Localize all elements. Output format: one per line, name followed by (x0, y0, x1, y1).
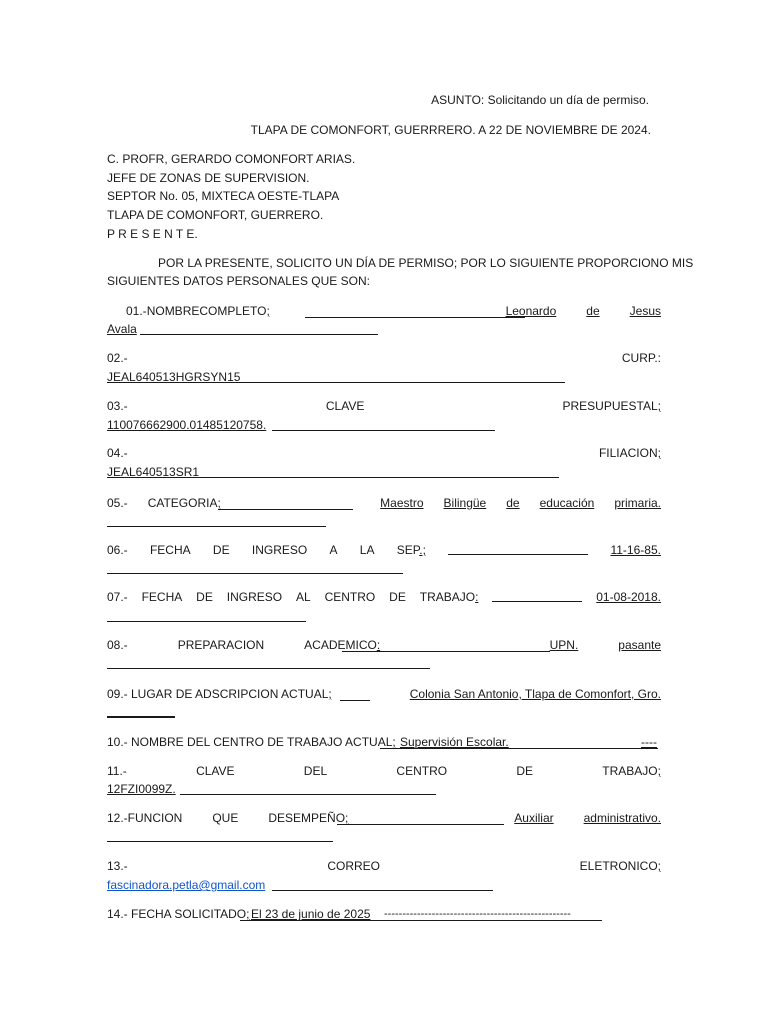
item-06-label: SEP.; (396, 543, 426, 557)
item-11-line (107, 763, 661, 779)
item-09-label: 09.- LUGAR DE ADSCRIPCION ACTUAL; (107, 687, 332, 701)
item-08-label: ACADEMICO: (304, 638, 381, 652)
item-04-underline (195, 477, 559, 478)
item-12-value-1: Auxiliar (514, 811, 554, 825)
item-08-value-1: UPN. (549, 638, 579, 652)
item-14-label: 14.- FECHA SOLICITADO (107, 907, 247, 921)
item-11-word-1: CLAVE (196, 764, 235, 778)
item-10-tail: ---- (641, 735, 657, 749)
item-11-underline (180, 794, 436, 795)
item-05-underline-2 (107, 526, 326, 527)
item-05-label: CATEGORIA; (147, 496, 221, 510)
recipient-city: TLAPA DE COMONFORT, GUERRERO. (107, 208, 324, 222)
item-11-word-2: DEL (303, 764, 328, 778)
recipient-name: C. PROFR, GERARDO COMONFORT ARIAS. (107, 152, 356, 166)
item-02-number: 02.- (107, 351, 128, 365)
item-05-value-3: de (506, 496, 520, 510)
item-09-underline-2 (107, 716, 175, 718)
item-13-word: CORREO (327, 859, 380, 873)
item-06-word-4: A (329, 543, 338, 557)
item-07-word-1: FECHA (141, 590, 183, 604)
recipient-title: JEFE DE ZONAS DE SUPERVISION. (107, 171, 310, 185)
item-12-word-1: 12.-FUNCION (107, 811, 183, 825)
item-06-word-3: INGRESO (251, 543, 308, 557)
item-10-underline (380, 748, 658, 749)
item-12-underline (337, 824, 504, 825)
item-14-underline (240, 920, 602, 921)
item-07-label: TRABAJO: (419, 590, 479, 604)
item-01-number: 01.- (126, 304, 147, 318)
item-08-underline-2 (107, 668, 430, 669)
item-11-word-3: CENTRO (396, 764, 448, 778)
item-10-label: 10.- NOMBRE DEL CENTRO DE TRABAJO ACTUAL (107, 735, 393, 749)
item-01-value-2: de (586, 304, 600, 318)
item-01-word: NOMBRE (146, 304, 200, 318)
item-03-number: 03.- (107, 399, 128, 413)
item-13-number: 13.- (107, 859, 128, 873)
item-13-underline (272, 890, 493, 891)
item-11-word-4: DE (516, 764, 534, 778)
item-14-separator: ; (246, 907, 250, 921)
item-11-label: TRABAJO; (602, 764, 661, 778)
item-12-value-2: administrativo. (583, 811, 661, 825)
item-07-word-4: AL (296, 590, 311, 604)
item-08-word-1: PREPARACION (177, 638, 265, 652)
item-06-number: 06.- (107, 543, 128, 557)
item-03-label: PRESUPUESTAL; (562, 399, 661, 413)
item-03-value: 110076662900.01485120758. (107, 418, 267, 432)
item-08-value-2: pasante (618, 638, 661, 652)
item-13-label: ELETRONICO; (579, 859, 661, 873)
item-09-line (107, 686, 661, 702)
item-06-value: 11-16-85. (610, 543, 661, 557)
item-02-line (107, 350, 661, 366)
item-12-underline-2 (107, 841, 333, 842)
place-date-line: TLAPA DE COMONFORT, GUERRRERO. A 22 DE NOVIEMBRE DE 2024. (250, 123, 651, 137)
item-10-value: Supervisión Escolar. (400, 735, 509, 749)
intro-text-1: POR LA PRESENTE, SOLICITO UN DÍA DE PERMISO; POR LO SIGUIENTE PROPORCIONO MIS (158, 256, 694, 270)
item-11-number: 11.- (107, 764, 127, 778)
item-01-value-4: Avala (107, 322, 137, 336)
item-06-word-2: DE (212, 543, 230, 557)
item-01-label: COMPLETO; (199, 304, 270, 318)
item-10-line (107, 734, 396, 750)
item-07-line (107, 589, 661, 605)
item-04-value: JEAL640513SR1 (107, 465, 200, 479)
item-08-number: 08.- (107, 638, 128, 652)
item-06-line (107, 542, 661, 558)
item-09-underline (340, 700, 370, 701)
intro-line-1 (158, 255, 694, 271)
item-10-separator: ; (392, 735, 396, 749)
item-07-word-2: DE (196, 590, 213, 604)
item-02-underline (235, 382, 565, 383)
recipient-sector: SEPTOR No. 05, MIXTECA OESTE-TLAPA (107, 189, 340, 203)
item-05-number: 05.- (107, 496, 128, 510)
item-07-number: 07.- (107, 590, 128, 604)
item-07-value: 01-08-2018. (596, 590, 661, 604)
item-09-value: Colonia San Antonio, Tlapa de Comonfort, Gro. (409, 687, 661, 701)
item-06-word-1: FECHA (149, 543, 191, 557)
item-07-word-6: DE (389, 590, 406, 604)
subject-line: ASUNTO: Solicitando un día de permiso. (431, 93, 649, 107)
item-04-label: FILIACION; (598, 446, 661, 460)
item-14-line (107, 906, 250, 922)
item-06-underline-2 (107, 573, 403, 574)
item-11-value: 12FZI0099Z. (107, 782, 176, 796)
item-13-line (107, 858, 661, 874)
item-07-blank (492, 589, 582, 602)
item-05-line (107, 495, 661, 511)
item-01-value-3: Jesus (629, 304, 661, 318)
item-03-line (107, 398, 661, 414)
item-03-word: CLAVE (325, 399, 365, 413)
item-06-word-5: LA (359, 543, 375, 557)
item-05-underline (218, 509, 353, 510)
item-14-tail: --------------------------------------------------- (384, 908, 571, 920)
item-05-value-1: Maestro (380, 496, 424, 510)
item-05-value-4: educación (539, 496, 595, 510)
item-02-value: JEAL640513HGRSYN15 (107, 370, 241, 384)
intro-line-2: SIGUIENTES DATOS PERSONALES QUE SON: (107, 274, 370, 288)
item-13-email-link[interactable]: fascinadora.petla@gmail.com (107, 878, 266, 892)
item-04-line (107, 445, 661, 461)
item-01-value-1: Leonardo (505, 304, 557, 318)
item-05-value-5: primaria. (614, 496, 661, 510)
item-03-underline (272, 430, 495, 431)
item-12-word-2: QUE (212, 811, 239, 825)
item-01-underline (305, 317, 525, 318)
item-07-word-3: INGRESO (226, 590, 283, 604)
item-06-blank (448, 542, 588, 555)
item-07-word-5: CENTRO (324, 590, 376, 604)
item-08-underline (342, 651, 550, 652)
item-01-underline-2 (140, 334, 378, 335)
item-05-value-2: Bilingüe (443, 496, 487, 510)
item-04-number: 04.- (107, 446, 128, 460)
item-14-value: El 23 de junio de 2025 (251, 907, 371, 921)
item-02-label: CURP.: (621, 351, 661, 365)
item-07-underline-2 (107, 621, 306, 622)
presente-line: P R E S E N T E. (107, 227, 198, 241)
item-12-label: DESEMPEÑO; (268, 811, 349, 825)
